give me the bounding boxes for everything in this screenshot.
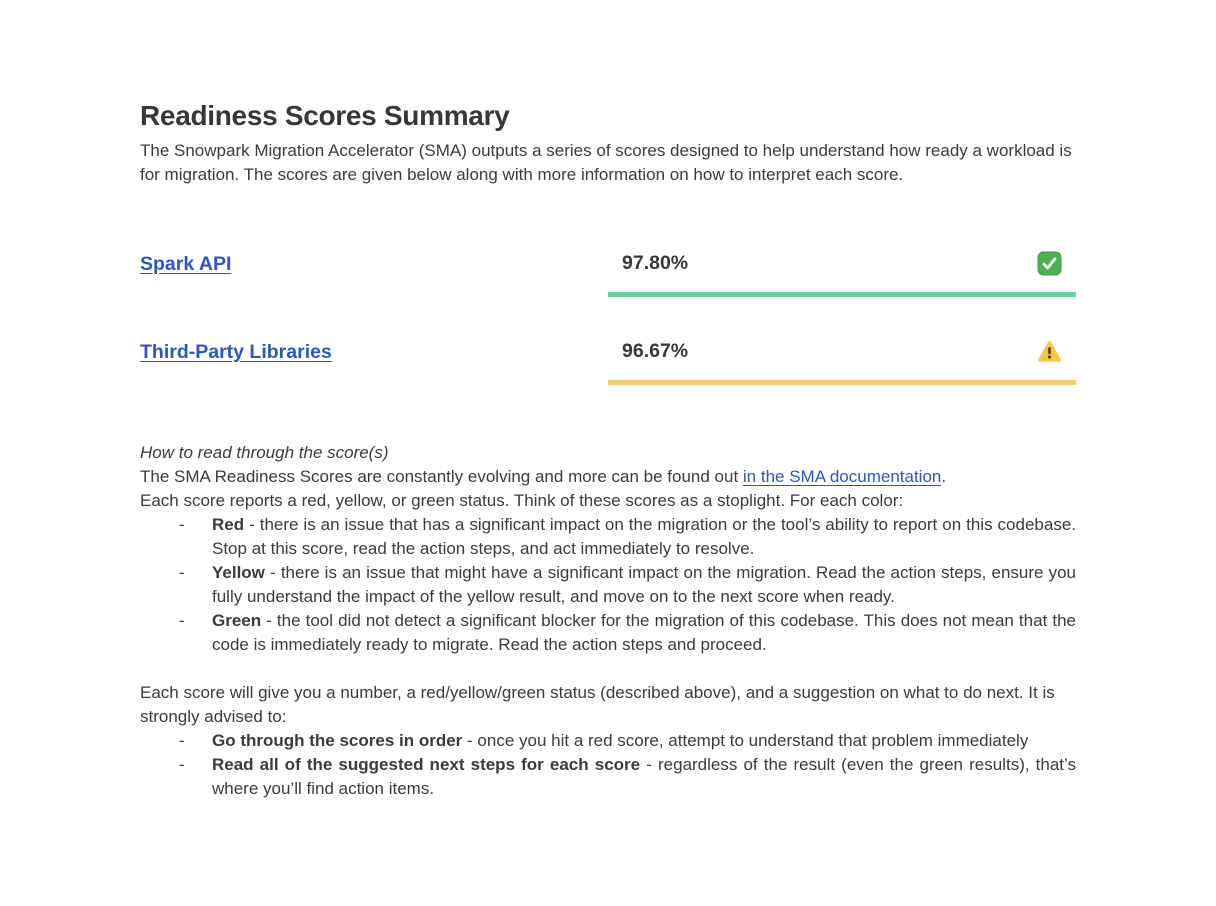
- spark-api-score-strip: [608, 251, 1076, 297]
- list-item-green: [140, 609, 1076, 657]
- readiness-summary-page: [140, 0, 1076, 801]
- yellow-description: - there is an issue that might have a significant impact on the migration. Read the action steps, ensure you fully understand the impact of the yellow result, and move on to the next score when ready.: [212, 563, 1076, 606]
- red-description: - there is an issue that has a significant impact on the migration or the tool’s ability to report on this codebase. Stop at this score, read the action steps, and act immediately to resolve.: [212, 515, 1076, 558]
- list-item-yellow: [140, 561, 1076, 609]
- red-term: Red: [212, 515, 245, 534]
- howto-intro-line: [140, 465, 1076, 489]
- green-term: Green: [212, 611, 262, 630]
- page-title: Readiness Scores Summary: [140, 100, 510, 131]
- read-next-steps-description: - regardless of the result (even the green results), that’s where you’ll find action items.: [212, 755, 1077, 798]
- read-next-steps-term: Read all of the suggested next steps for each score: [212, 755, 641, 774]
- third-party-libraries-score-value: 96.67%: [622, 340, 689, 362]
- howto-intro-prefix: The SMA Readiness Scores are constantly evolving and more can be found out: [140, 467, 743, 486]
- warning-icon: [1037, 339, 1062, 364]
- howto-intro-suffix: .: [941, 467, 947, 486]
- color-meaning-list: [140, 513, 1076, 657]
- list-item-red: [140, 513, 1076, 561]
- intro-paragraph: The Snowpark Migration Accelerator (SMA) outputs a series of scores designed to help understand how ready a workload is for migration. The scores are given below along with more information on how to interpret each score.: [140, 141, 1072, 184]
- spark-api-score-value: 97.80%: [622, 252, 689, 274]
- third-party-libraries-link[interactable]: Third-Party Libraries: [140, 341, 332, 363]
- score-row-third-party-libraries: [140, 339, 1076, 385]
- score-row-spark-api: [140, 251, 1076, 297]
- check-icon: [1037, 251, 1062, 276]
- advice-paragraph: Each score will give you a number, a red/yellow/green status (described above), and a suggestion on what to do next. It is strongly advised to:: [140, 683, 1055, 726]
- third-party-libraries-score-strip: [608, 339, 1076, 385]
- go-through-scores-term: Go through the scores in order: [212, 731, 463, 750]
- scores-section: [140, 251, 1076, 385]
- yellow-term: Yellow: [212, 563, 265, 582]
- advice-list: [140, 729, 1076, 801]
- green-description: - the tool did not detect a significant blocker for the migration of this codebase. This does not mean that the code is immediately ready to migrate. Read the action steps and proceed.: [212, 611, 1076, 654]
- sma-documentation-link[interactable]: in the SMA documentation: [742, 467, 942, 486]
- list-item-read-next-steps: [140, 753, 1076, 801]
- list-item-go-through-scores: [140, 729, 1076, 753]
- howto-heading: How to read through the score(s): [140, 443, 389, 462]
- howto-line2: Each score reports a red, yellow, or green status. Think of these scores as a stoplight. For each color:: [140, 491, 904, 510]
- go-through-scores-description: - once you hit a red score, attempt to understand that problem immediately: [462, 731, 1029, 750]
- spark-api-link[interactable]: Spark API: [140, 253, 232, 275]
- how-to-read-section: [140, 441, 1076, 801]
